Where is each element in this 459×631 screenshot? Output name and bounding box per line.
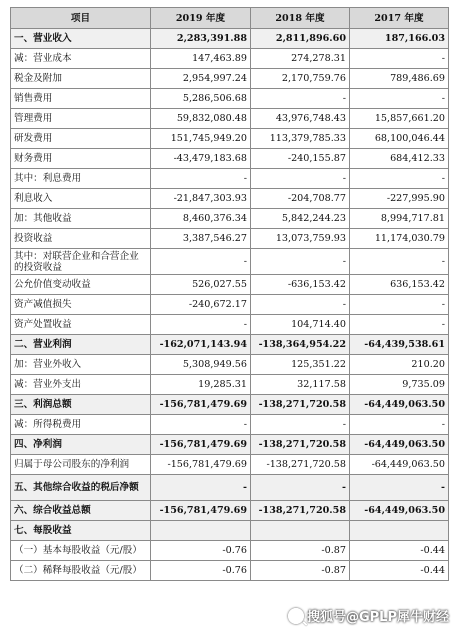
table-body (11, 29, 449, 581)
cell-2018: -138,271,720.58 (251, 501, 350, 521)
cell-2017: 210.20 (350, 355, 449, 375)
table-row (11, 169, 449, 189)
row-label: 投资收益 (11, 229, 151, 249)
cell-2019: 19,285.31 (151, 375, 251, 395)
cell-2017: 68,100,046.44 (350, 129, 449, 149)
row-label: 管理费用 (11, 109, 151, 129)
row-label: 四、净利润 (11, 435, 151, 455)
table-row (11, 295, 449, 315)
cell-2018: 113,379,785.33 (251, 129, 350, 149)
cell-2019: 151,745,949.20 (151, 129, 251, 149)
cell-2018 (251, 521, 350, 541)
cell-2018: -138,271,720.58 (251, 435, 350, 455)
cell-2019: 2,283,391.88 (151, 29, 251, 49)
cell-2018: - (251, 249, 350, 275)
cell-2018: - (251, 169, 350, 189)
table-row (11, 541, 449, 561)
row-label: （一）基本每股收益（元/股） (11, 541, 151, 561)
header-row (11, 8, 449, 29)
cell-2018: - (251, 295, 350, 315)
cell-2019: -43,479,183.68 (151, 149, 251, 169)
cell-2019: 2,954,997.24 (151, 69, 251, 89)
cell-2017: -64,449,063.50 (350, 395, 449, 415)
cell-2019: - (151, 475, 251, 501)
cell-2018: 2,811,896.60 (251, 29, 350, 49)
table-row (11, 415, 449, 435)
cell-2017: - (350, 415, 449, 435)
row-label: 归属于母公司股东的净利润 (11, 455, 151, 475)
table-row (11, 275, 449, 295)
cell-2018: -0.87 (251, 541, 350, 561)
header-2019: 2019 年度 (151, 8, 251, 29)
row-label: 减：所得税费用 (11, 415, 151, 435)
row-label: 二、营业利润 (11, 335, 151, 355)
table-row (11, 435, 449, 455)
table-row (11, 521, 449, 541)
watermark-text: 搜狐号@GPLP犀牛财经 (306, 610, 449, 625)
row-label: 销售费用 (11, 89, 151, 109)
table-row (11, 109, 449, 129)
table-row (11, 335, 449, 355)
cell-2017: 15,857,661.20 (350, 109, 449, 129)
cell-2019 (151, 521, 251, 541)
table-row (11, 455, 449, 475)
cell-2017: 8,994,717.81 (350, 209, 449, 229)
table-row (11, 475, 449, 501)
row-label: 其中：对联营企业和合营企业的投资收益 (11, 249, 151, 275)
row-label: 加：其他收益 (11, 209, 151, 229)
cell-2019: -0.76 (151, 561, 251, 581)
cell-2019: 5,308,949.56 (151, 355, 251, 375)
cell-2019: -156,781,479.69 (151, 395, 251, 415)
cell-2017: - (350, 475, 449, 501)
cell-2019: 59,832,080.48 (151, 109, 251, 129)
row-label: 利息收入 (11, 189, 151, 209)
cell-2019: - (151, 315, 251, 335)
cell-2017: - (350, 49, 449, 69)
cell-2018: -636,153.42 (251, 275, 350, 295)
cell-2017: 9,735.09 (350, 375, 449, 395)
cell-2018: - (251, 89, 350, 109)
cell-2018: -0.87 (251, 561, 350, 581)
cell-2018: -138,364,954.22 (251, 335, 350, 355)
cell-2019: -156,781,479.69 (151, 501, 251, 521)
table-row (11, 49, 449, 69)
row-label: 减：营业成本 (11, 49, 151, 69)
row-label: （二）稀释每股收益（元/股） (11, 561, 151, 581)
cell-2019: -162,071,143.94 (151, 335, 251, 355)
cell-2017: -64,449,063.50 (350, 435, 449, 455)
cell-2018: - (251, 415, 350, 435)
row-label: 减：营业外支出 (11, 375, 151, 395)
cell-2019: -156,781,479.69 (151, 455, 251, 475)
table-row (11, 561, 449, 581)
row-label: 资产处置收益 (11, 315, 151, 335)
cell-2019: -21,847,303.93 (151, 189, 251, 209)
cell-2019: -156,781,479.69 (151, 435, 251, 455)
cell-2017: - (350, 315, 449, 335)
cell-2018: 2,170,759.76 (251, 69, 350, 89)
cell-2018: - (251, 475, 350, 501)
cell-2019: 147,463.89 (151, 49, 251, 69)
cell-2017: 684,412.33 (350, 149, 449, 169)
cell-2017: -227,995.90 (350, 189, 449, 209)
row-label: 一、营业收入 (11, 29, 151, 49)
table-row (11, 189, 449, 209)
cell-2017: - (350, 169, 449, 189)
row-label: 公允价值变动收益 (11, 275, 151, 295)
table-row (11, 355, 449, 375)
header-item: 项目 (11, 8, 151, 29)
table-row (11, 375, 449, 395)
cell-2017: - (350, 89, 449, 109)
cell-2017: -0.44 (350, 541, 449, 561)
cell-2019: - (151, 169, 251, 189)
cell-2017: - (350, 249, 449, 275)
table-row (11, 129, 449, 149)
row-label: 五、其他综合收益的税后净额 (11, 475, 151, 501)
cell-2017: -64,449,063.50 (350, 501, 449, 521)
income-statement-table (10, 7, 449, 581)
cell-2019: - (151, 249, 251, 275)
cell-2018: 274,278.31 (251, 49, 350, 69)
cell-2018: -138,271,720.58 (251, 395, 350, 415)
table-row (11, 229, 449, 249)
watermark (288, 606, 449, 625)
cell-2018: 43,976,748.43 (251, 109, 350, 129)
cell-2019: 526,027.55 (151, 275, 251, 295)
cell-2017: -64,439,538.61 (350, 335, 449, 355)
cell-2018: -204,708.77 (251, 189, 350, 209)
table-row (11, 315, 449, 335)
row-label: 三、利润总额 (11, 395, 151, 415)
cell-2018: 125,351.22 (251, 355, 350, 375)
row-label: 研发费用 (11, 129, 151, 149)
cell-2018: -240,155.87 (251, 149, 350, 169)
search-icon (288, 608, 304, 624)
cell-2019: - (151, 415, 251, 435)
cell-2017: 636,153.42 (350, 275, 449, 295)
cell-2017: -64,449,063.50 (350, 455, 449, 475)
table-row (11, 249, 449, 275)
cell-2018: 32,117.58 (251, 375, 350, 395)
cell-2018: 104,714.40 (251, 315, 350, 335)
cell-2019: 3,387,546.27 (151, 229, 251, 249)
row-label: 财务费用 (11, 149, 151, 169)
row-label: 资产减值损失 (11, 295, 151, 315)
cell-2017: 789,486.69 (350, 69, 449, 89)
cell-2017 (350, 521, 449, 541)
table-row (11, 395, 449, 415)
row-label: 七、每股收益 (11, 521, 151, 541)
cell-2019: -0.76 (151, 541, 251, 561)
header-2018: 2018 年度 (251, 8, 350, 29)
cell-2019: 8,460,376.34 (151, 209, 251, 229)
cell-2019: -240,672.17 (151, 295, 251, 315)
table-row (11, 89, 449, 109)
table-row (11, 69, 449, 89)
cell-2018: 5,842,244.23 (251, 209, 350, 229)
row-label: 六、综合收益总额 (11, 501, 151, 521)
row-label: 其中：利息费用 (11, 169, 151, 189)
cell-2017: 187,166.03 (350, 29, 449, 49)
cell-2018: 13,073,759.93 (251, 229, 350, 249)
cell-2019: 5,286,506.68 (151, 89, 251, 109)
cell-2018: -138,271,720.58 (251, 455, 350, 475)
table-row (11, 149, 449, 169)
table-row (11, 501, 449, 521)
cell-2017: 11,174,030.79 (350, 229, 449, 249)
row-label: 加：营业外收入 (11, 355, 151, 375)
table-row (11, 209, 449, 229)
table-row (11, 29, 449, 49)
header-2017: 2017 年度 (350, 8, 449, 29)
cell-2017: - (350, 295, 449, 315)
cell-2017: -0.44 (350, 561, 449, 581)
row-label: 税金及附加 (11, 69, 151, 89)
